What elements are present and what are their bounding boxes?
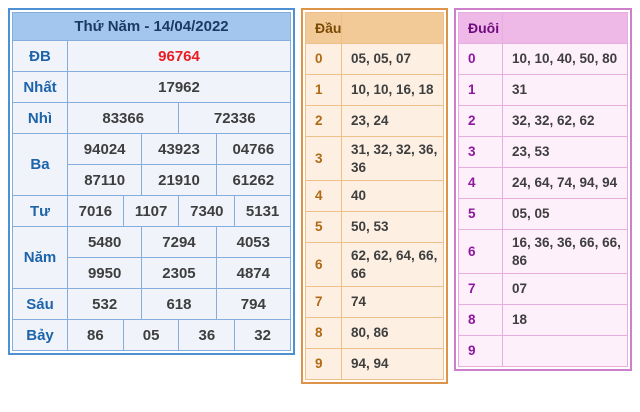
- duoi-row: [459, 336, 628, 367]
- duoi-numbers: 18: [503, 305, 628, 336]
- prize-number: 5131: [235, 196, 291, 227]
- prize-number: 17962: [68, 72, 291, 103]
- duoi-panel: [454, 8, 632, 371]
- prize-number: 43923: [142, 134, 216, 165]
- dau-header-blank: [342, 13, 444, 44]
- dau-numbers: 10, 10, 16, 18: [342, 75, 444, 106]
- prize-label: Nhất: [13, 72, 68, 103]
- prize-number: 61262: [216, 165, 290, 196]
- dau-digit: 4: [306, 181, 342, 212]
- dau-numbers: 74: [342, 287, 444, 318]
- prize-number: 94024: [68, 134, 142, 165]
- duoi-numbers: 10, 10, 40, 50, 80: [503, 44, 628, 75]
- dau-row: [306, 137, 444, 181]
- prize-number: 794: [216, 289, 290, 320]
- duoi-row: [459, 168, 628, 199]
- dau-digit: 1: [306, 75, 342, 106]
- dau-row: [306, 318, 444, 349]
- dau-digit: 8: [306, 318, 342, 349]
- draw-date-title: Thứ Năm - 14/04/2022: [13, 13, 291, 41]
- dau-row: [306, 287, 444, 318]
- dau-digit: 6: [306, 243, 342, 287]
- duoi-numbers: 24, 64, 74, 94, 94: [503, 168, 628, 199]
- dau-numbers: 50, 53: [342, 212, 444, 243]
- results-title-row: [13, 13, 291, 41]
- dau-table: [305, 12, 444, 380]
- duoi-numbers: 23, 53: [503, 137, 628, 168]
- prize-number: 9950: [68, 258, 142, 289]
- prize-number: 32: [235, 320, 291, 351]
- dau-digit: 2: [306, 106, 342, 137]
- duoi-row: [459, 75, 628, 106]
- prize-row: [13, 320, 291, 351]
- results-tbody: [13, 13, 291, 351]
- prize-label: ĐB: [13, 41, 68, 72]
- prize-results-table: [12, 12, 291, 351]
- dau-row: [306, 349, 444, 380]
- duoi-row: [459, 137, 628, 168]
- prize-number: 72336: [179, 103, 291, 134]
- dau-numbers: 94, 94: [342, 349, 444, 380]
- dau-row: [306, 75, 444, 106]
- dau-row: [306, 181, 444, 212]
- prize-number: 05: [123, 320, 179, 351]
- duoi-header-label: Đuôi: [459, 13, 503, 44]
- prize-row: [13, 134, 291, 165]
- prize-row: [13, 72, 291, 103]
- dau-numbers: 62, 62, 64, 66, 66: [342, 243, 444, 287]
- prize-number: 87110: [68, 165, 142, 196]
- dau-digit: 5: [306, 212, 342, 243]
- duoi-digit: 2: [459, 106, 503, 137]
- prize-number: 36: [179, 320, 235, 351]
- dau-header-label: Đầu: [306, 13, 342, 44]
- dau-numbers: 40: [342, 181, 444, 212]
- prize-number: 83366: [68, 103, 179, 134]
- dau-numbers: 05, 05, 07: [342, 44, 444, 75]
- duoi-digit: 4: [459, 168, 503, 199]
- dau-numbers: 23, 24: [342, 106, 444, 137]
- prize-label: Năm: [13, 227, 68, 289]
- prize-number: 1107: [123, 196, 179, 227]
- dau-header-row: [306, 13, 444, 44]
- prize-number: 7016: [68, 196, 124, 227]
- dau-digit: 3: [306, 137, 342, 181]
- prize-number: 5480: [68, 227, 142, 258]
- duoi-table: [458, 12, 628, 367]
- duoi-digit: 3: [459, 137, 503, 168]
- prize-results-panel: [8, 8, 295, 355]
- dau-panel: [301, 8, 448, 384]
- duoi-digit: 6: [459, 230, 503, 274]
- prize-number: 2305: [142, 258, 216, 289]
- duoi-numbers: 05, 05: [503, 199, 628, 230]
- prize-label: Bảy: [13, 320, 68, 351]
- duoi-row: [459, 230, 628, 274]
- prize-label: Ba: [13, 134, 68, 196]
- prize-number: 86: [68, 320, 124, 351]
- duoi-digit: 5: [459, 199, 503, 230]
- dau-row: [306, 243, 444, 287]
- duoi-row: [459, 199, 628, 230]
- duoi-row: [459, 305, 628, 336]
- dau-tbody: [306, 13, 444, 380]
- duoi-row: [459, 106, 628, 137]
- prize-number: 04766: [216, 134, 290, 165]
- dau-numbers: 31, 32, 32, 36, 36: [342, 137, 444, 181]
- duoi-digit: 7: [459, 274, 503, 305]
- prize-number: 96764: [68, 41, 291, 72]
- dau-row: [306, 44, 444, 75]
- prize-number: 618: [142, 289, 216, 320]
- duoi-row: [459, 274, 628, 305]
- duoi-header-row: [459, 13, 628, 44]
- prize-row: [13, 289, 291, 320]
- prize-number: 21910: [142, 165, 216, 196]
- duoi-digit: 9: [459, 336, 503, 367]
- duoi-header-blank: [503, 13, 628, 44]
- prize-label: Nhì: [13, 103, 68, 134]
- prize-label: Tư: [13, 196, 68, 227]
- duoi-row: [459, 44, 628, 75]
- dau-row: [306, 106, 444, 137]
- duoi-numbers: 32, 32, 62, 62: [503, 106, 628, 137]
- duoi-digit: 0: [459, 44, 503, 75]
- prize-number: 4053: [216, 227, 290, 258]
- prize-number: 532: [68, 289, 142, 320]
- prize-label: Sáu: [13, 289, 68, 320]
- duoi-numbers: [503, 336, 628, 367]
- dau-row: [306, 212, 444, 243]
- prize-row: [13, 196, 291, 227]
- duoi-numbers: 16, 36, 36, 66, 66, 86: [503, 230, 628, 274]
- prize-row: [13, 227, 291, 258]
- prize-row: [13, 103, 291, 134]
- duoi-tbody: [459, 13, 628, 367]
- duoi-numbers: 31: [503, 75, 628, 106]
- dau-numbers: 80, 86: [342, 318, 444, 349]
- prize-number: 7340: [179, 196, 235, 227]
- dau-digit: 9: [306, 349, 342, 380]
- duoi-numbers: 07: [503, 274, 628, 305]
- duoi-digit: 8: [459, 305, 503, 336]
- prize-number: 4874: [216, 258, 290, 289]
- dau-digit: 7: [306, 287, 342, 318]
- dau-digit: 0: [306, 44, 342, 75]
- prize-number: 7294: [142, 227, 216, 258]
- prize-row: [13, 41, 291, 72]
- duoi-digit: 1: [459, 75, 503, 106]
